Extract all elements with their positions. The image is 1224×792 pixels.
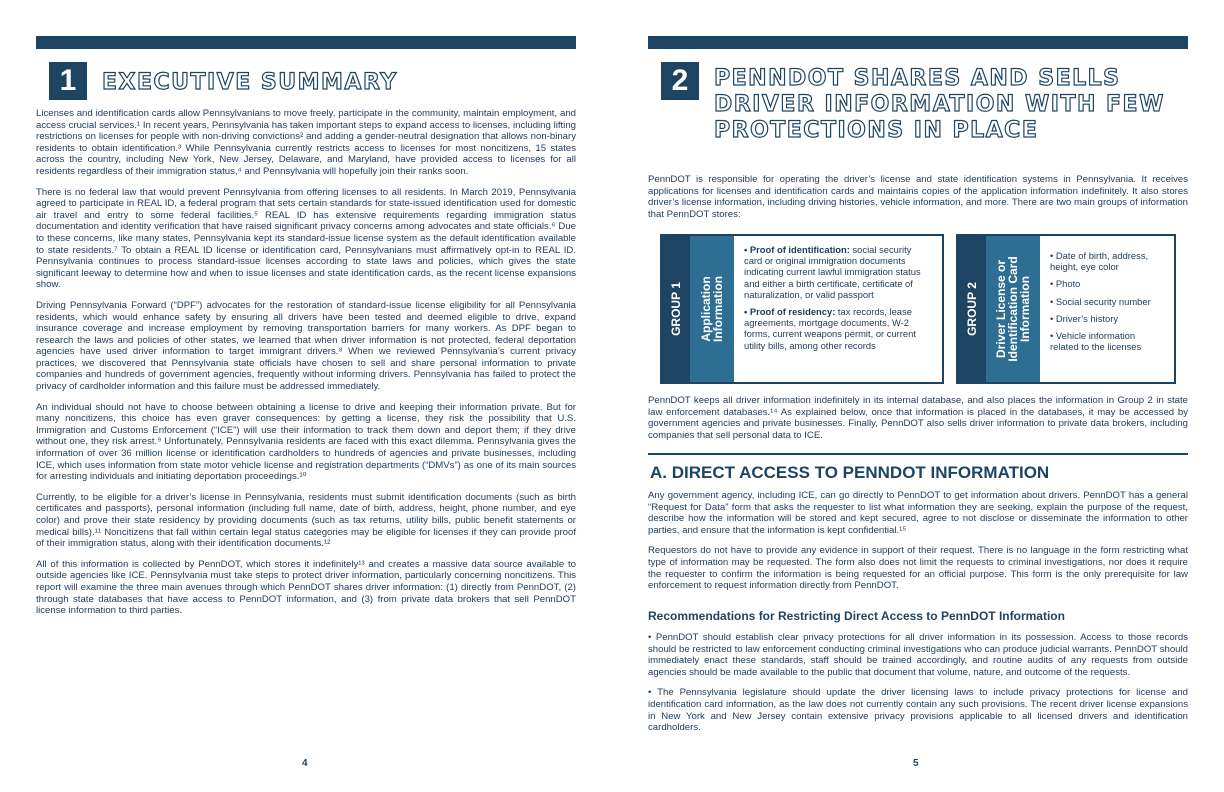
section-title-line: PENNDOT SHARES AND SELLS xyxy=(714,66,1121,91)
subsection-body xyxy=(648,490,1188,601)
intro-text: PennDOT is responsible for operating the driver’s license and state identification systems in Pennsylvania. It receives applications for licenses and identification cards and maintains copies of the application information indefinitely. It also stores driver’s license information, including driving histories, vehicle information, and more. There are two main groups of information that PennDOT stores: xyxy=(648,174,1188,220)
group-2-label: GROUP 2 xyxy=(965,282,979,336)
group-1-label-band xyxy=(662,236,690,382)
group-2-title-line: Driver License or xyxy=(994,259,1008,359)
group-2-title-line: Information xyxy=(1018,276,1032,342)
group-2-box xyxy=(956,234,1176,384)
group-2-title-band xyxy=(986,236,1040,382)
group-1-title-band xyxy=(690,236,734,382)
group-2-label-band xyxy=(958,236,986,382)
section-number: 2 xyxy=(661,62,699,100)
section-title-line: DRIVER INFORMATION WITH FEW xyxy=(714,92,1165,117)
group-1-content xyxy=(734,236,942,382)
recommendation-item: • PennDOT should establish clear privacy protections for all driver information in its possession. Access to those records should be restricted to law enforcement conducting criminal investigations who can produce judicial warrants. PennDOT should immediately enact these standards, staff should be trained accordingly, and routine audits of any requests from outside agencies should be made available to the public that document that volume, nature, and outcome of the requests. xyxy=(648,632,1188,678)
item-text: social security card or original immigration documents indicating current lawful immigration status and either a birth certificate, certificate of naturalization, or valid passport xyxy=(744,244,921,300)
group-1-title xyxy=(700,276,724,342)
group-1-label: GROUP 1 xyxy=(669,282,683,336)
paragraph: There is no federal law that would prevent Pennsylvania from offering licenses to all residents. In March 2019, Pennsylvania agreed to participate in REAL ID, a federal program that sets certain standards for state-issued identification used for domestic air travel and entry to some federal facilities.⁵ REAL ID has extensive requirements regarding immigration status documentation and identity verification that have raised significant privacy concerns among advocates and state officials.⁶ Due to these concerns, like many states, Pennsylvania kept its standard-issue license system as the default identification available to state residents.⁷ To obtain a REAL ID license or identification card, Pennsylvanians must affirmatively opt-in to REAL ID. Pennsylvania continues to process standard-issue licenses according to state laws and policies, which gives the state significant leeway to determine how and when to issue licenses and state identification cards, as the recent license expansions show. xyxy=(36,186,576,291)
section-title-line: PROTECTIONS IN PLACE xyxy=(714,118,1039,143)
group-1-title-line: Information xyxy=(711,276,725,342)
list-item: • Photo xyxy=(1050,278,1081,290)
page-number: 4 xyxy=(302,758,308,769)
paragraph: Currently, to be eligible for a driver’s license in Pennsylvania, residents must submit identification documents (such as birth certificates and passports), personal information (including full name, date of birth, address, height, phone number, and eye color) and prove their state residency by providing documents (such as tax returns, utility bills, public benefit statements or medical bills).¹¹ Noncitizens that fall within certain legal status categories may be eligible for licenses if they can provide proof of their immigration status, along with their identification documents.¹² xyxy=(36,491,576,550)
group-2-title-line: Identification Card xyxy=(1006,256,1020,362)
paragraph: An individual should not have to choose between obtaining a license to drive and keeping their information private. But for many noncitizens, this choice has even graver consequences: by getting a license, they risk the possibility that U.S. Immigration and Customs Enforcement (“ICE”) will use their information to track them down and deport them; if they drive without one, they risk arrest.⁹ Unfortunately, Pennsylvania residents are faced with this exact dilemma. Pennsylvania gives the information of over 36 million license or identification cardholders to hundreds of agencies and private businesses, including ICE, which uses information from state motor vehicle license and registration departments (“DMVs”) as one of its main sources for arresting individuals and initiating deportation proceedings.¹⁰ xyxy=(36,401,576,483)
group-1-box xyxy=(660,234,944,384)
paragraph: All of this information is collected by PennDOT, which stores it indefinitely¹³ and creates a massive data source available to outside agencies like ICE. Pennsylvania must take steps to protect driver information, particularly concerning noncitizens. This report will examine the three main avenues through which PennDOT shares driver information: (1) directly from PennDOT, (2) through state databases that have access to PennDOT information, and (3) from private data brokers that sell PennDOT license information to third parties. xyxy=(36,558,576,617)
body-text xyxy=(36,108,576,626)
right-page xyxy=(612,0,1224,792)
paragraph: Any government agency, including ICE, can go directly to PennDOT to get information about drivers. PennDOT has a general “Request for Data” form that asks the requester to list what information they are seeking, explain the purpose of the request, describe how the information will be stored and kept secured, agree to not disclose or disseminate the information to other parties, and ensure that the information is kept confidential.¹⁵ xyxy=(648,490,1188,536)
section-title xyxy=(714,66,1174,144)
subsection-title: A. DIRECT ACCESS TO PENNDOT INFORMATION xyxy=(650,463,1050,482)
item-text: tax records, lease agreements, mortgage documents, W-2 forms, current weapons permit, or current utility bills, among other records xyxy=(744,306,916,351)
list-item: • Vehicle information related to the licenses xyxy=(1050,330,1142,353)
top-bar xyxy=(36,36,576,49)
list-item: • Driver’s history xyxy=(1050,312,1119,324)
paragraph: Requestors do not have to provide any evidence in support of their request. There is no language in the form restricting what type of information may be requested. The form also does not limit the requests to criminal investigations, nor does it require the requester to confirm the information is being requested for an official purpose. This form is the only prerequisite for law enforcement to request information directly from PennDOT. xyxy=(648,545,1188,592)
list-item: • Date of birth, address, height, eye color xyxy=(1050,250,1149,273)
recommendation-item: • The Pennsylvania legislature should update the driver licensing laws to include privacy protections for license and identification card information, as the law does not currently contain any such provisions. The recent driver license expansions in New York and New Jersey contain extensive privacy provisions applicable to all licensed drivers and identification cardholders. xyxy=(648,687,1188,734)
group-2-content xyxy=(1040,236,1174,382)
group-2-title xyxy=(995,256,1031,361)
section-number: 1 xyxy=(49,62,87,100)
recommendations-body xyxy=(648,632,1188,743)
list-item xyxy=(744,306,932,351)
item-label: • Proof of residency: xyxy=(744,306,836,318)
page-number: 5 xyxy=(913,758,919,769)
list-item: • Social security number xyxy=(1050,295,1151,307)
paragraph: Driving Pennsylvania Forward (“DPF”) advocates for the restoration of standard-issue license eligibility for all Pennsylvania residents, which would enhance safety by ensuring all drivers have been tested and deemed eligible to drive, expand insurance coverage and increase employment by removing transportation barriers for many workers. As DPF began to research the laws and policies of other states, we learned that when driver information is not protected, federal deportation agencies have used driver information to target immigrant drivers.⁸ When we reviewed Pennsylvania’s current privacy practices, we discovered that Pennsylvania state officials have chosen to sell and share personal information to private companies and hundreds of government agencies, frequently without informing drivers. Pennsylvania has failed to protect the privacy of cardholder information and this failure must be addressed immediately. xyxy=(36,299,576,393)
divider xyxy=(648,453,1188,455)
paragraph: Licenses and identification cards allow Pennsylvanians to move freely, participate in the community, maintain employment, and access crucial services.¹ In recent years, Pennsylvania has taken important steps to expand access to licenses, including lifting restrictions on licenses for people with non-driving convictions² and adding a gender-neutral designation that allows non-binary residents to obtain identification.³ While Pennsylvania currently restricts access to licenses for most noncitizens, 15 states across the country, including New York, New Jersey, Delaware, and Maryland, have provided access to licenses for all residents regardless of their immigration status,⁴ and Pennsylvania will hopefully join their ranks soon. xyxy=(36,108,576,177)
list-item xyxy=(744,244,932,300)
recommendations-title: Recommendations for Restricting Direct Access to PennDOT Information xyxy=(648,609,1065,623)
top-bar xyxy=(648,36,1188,49)
after-groups-text: PennDOT keeps all driver information indefinitely in its internal database, and also places the information in Group 2 in state law enforcement databases.¹⁴ As explained below, once that information is placed in the databases, it may be accessed by government agencies and private businesses. Finally, PennDOT also sells driver information to private data brokers, including companies that sell personal data to ICE. xyxy=(648,395,1188,441)
section-title: EXECUTIVE SUMMARY xyxy=(102,70,398,95)
group-1-title-line: Application xyxy=(699,276,713,342)
item-label: • Proof of identification: xyxy=(744,244,850,255)
